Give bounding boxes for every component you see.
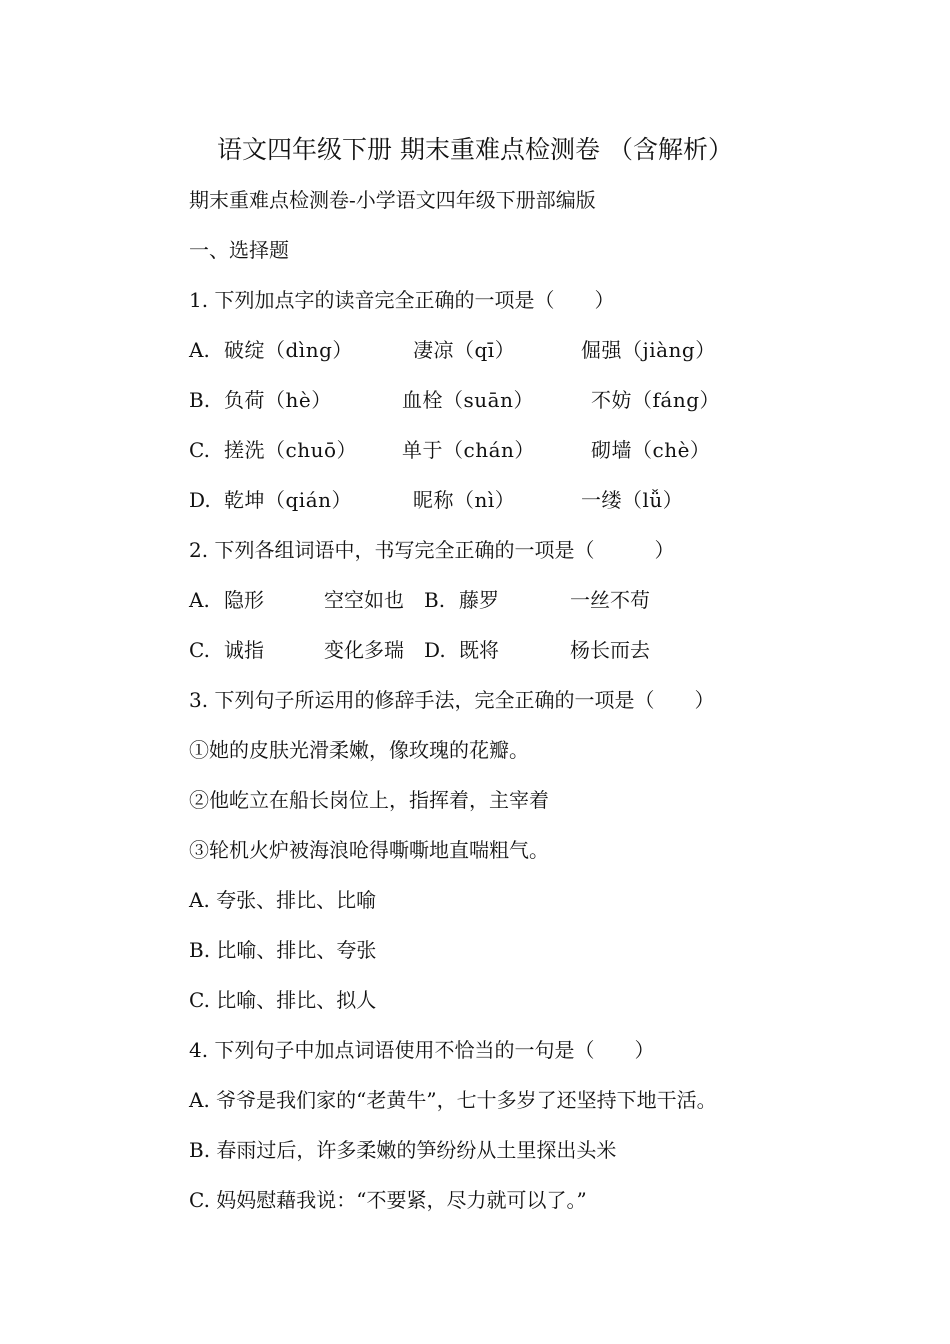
- option-label: A.: [189, 588, 210, 612]
- option-item: 变化多瑞: [324, 638, 404, 662]
- option-item: 一缕（lǚ）: [581, 488, 684, 512]
- option-item: 砌墙（chè）: [591, 438, 711, 462]
- section-heading: 一、选择题: [189, 238, 289, 262]
- question-4-option-b: B. 春雨过后，许多柔嫩的笋纷纷从土里探出头米: [189, 1138, 617, 1162]
- question-4-option-a: A. 爷爷是我们家的“老黄牛”，七十多岁了还坚持下地干活。: [189, 1088, 717, 1112]
- option-label: D.: [424, 638, 446, 662]
- option-item: 乾坤（qián）: [224, 488, 353, 512]
- question-4-option-c: C. 妈妈慰藉我说：“不要紧，尽力就可以了。”: [189, 1188, 587, 1212]
- option-item: 一丝不苟: [570, 588, 650, 612]
- question-3-sentence: ①她的皮肤光滑柔嫩，像玫瑰的花瓣。: [189, 738, 529, 762]
- question-2-stem: 2. 下列各组词语中，书写完全正确的一项是（ ）: [189, 538, 675, 562]
- document-title: 语文四年级下册 期末重难点检测卷 （含解析）: [217, 135, 733, 164]
- option-item: 负荷（hè）: [224, 388, 332, 412]
- question-4-stem: 4. 下列句子中加点词语使用不恰当的一句是（ ）: [189, 1038, 655, 1062]
- option-item: 搓洗（chuō）: [224, 438, 358, 462]
- option-label: C.: [189, 438, 210, 462]
- option-label: B.: [189, 388, 211, 412]
- option-item: 诚指: [224, 638, 264, 662]
- option-item: 既将: [459, 638, 499, 662]
- option-label: D.: [189, 488, 211, 512]
- option-item: 杨长而去: [570, 638, 650, 662]
- option-label: C.: [189, 638, 210, 662]
- option-item: 不妨（fáng）: [591, 388, 721, 412]
- option-label: A.: [189, 338, 210, 362]
- option-item: 空空如也: [324, 588, 404, 612]
- question-3-sentence: ③轮机火炉被海浪呛得嘶嘶地直喘粗气。: [189, 838, 549, 862]
- question-1-stem: 1. 下列加点字的读音完全正确的一项是（ ）: [189, 288, 615, 312]
- option-label: B.: [424, 588, 446, 612]
- option-item: 昵称（nì）: [413, 488, 516, 512]
- question-3-option-c: C. 比喻、排比、拟人: [189, 988, 377, 1012]
- option-item: 破绽（dìng）: [224, 338, 353, 362]
- option-item: 隐形: [224, 588, 264, 612]
- question-3-option-b: B. 比喻、排比、夸张: [189, 938, 377, 962]
- option-item: 单于（chán）: [402, 438, 535, 462]
- document-subtitle: 期末重难点检测卷-小学语文四年级下册部编版: [189, 188, 596, 212]
- option-item: 凄凉（qī）: [413, 338, 516, 362]
- question-3-option-a: A. 夸张、排比、比喻: [189, 888, 377, 912]
- option-item: 倔强（jiàng）: [581, 338, 716, 362]
- question-3-sentence: ②他屹立在船长岗位上，指挥着，主宰着: [189, 788, 549, 812]
- option-item: 藤罗: [459, 588, 499, 612]
- option-item: 血栓（suān）: [402, 388, 534, 412]
- question-3-stem: 3. 下列句子所运用的修辞手法，完全正确的一项是（ ）: [189, 688, 715, 712]
